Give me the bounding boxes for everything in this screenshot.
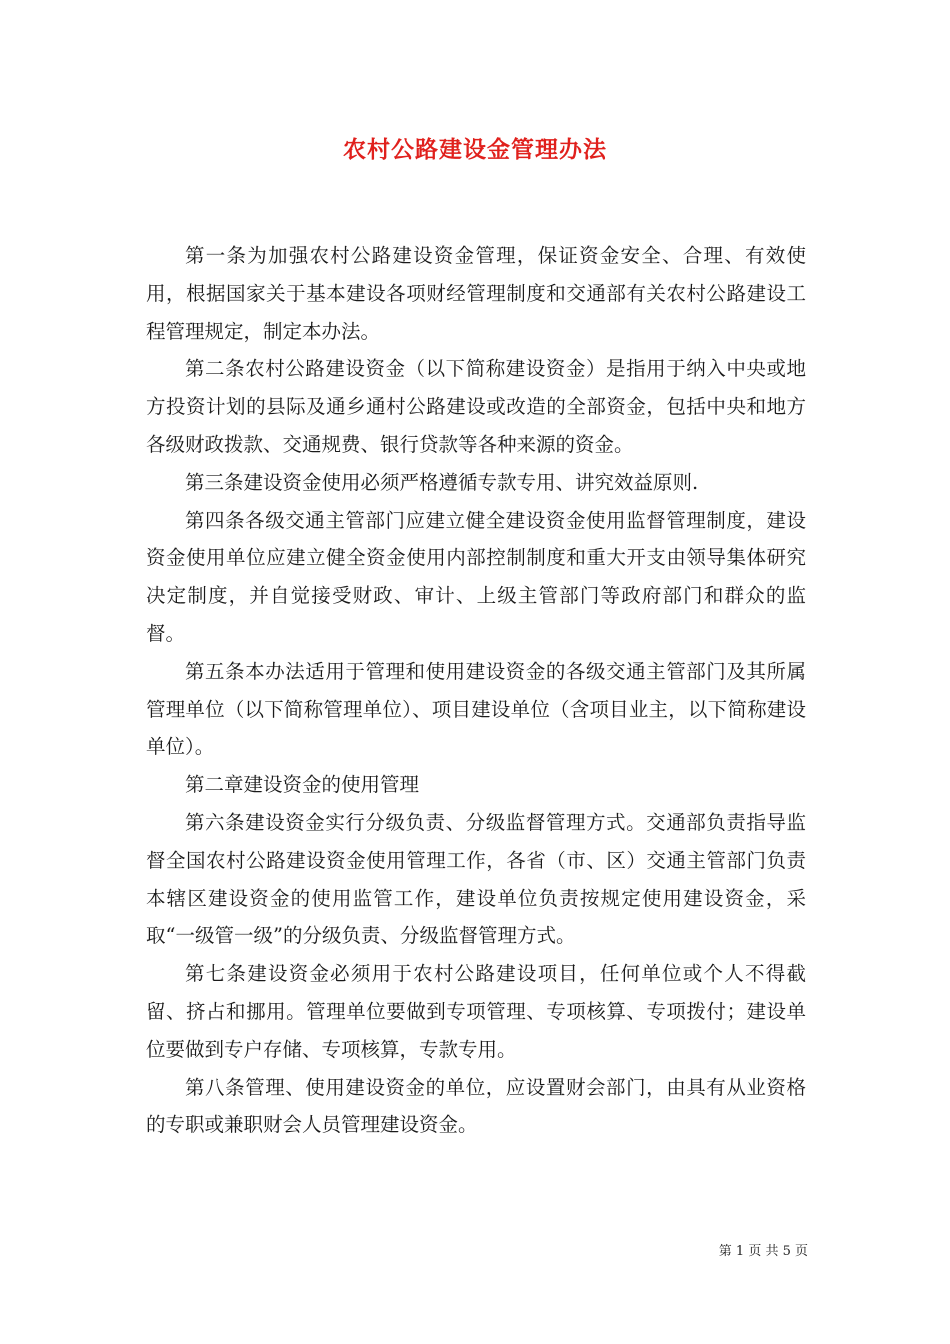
document-body: [146, 237, 806, 1144]
article-3-paragraph: 第三条建设资金使用必须严格遵循专款专用、讲究效益原则.: [185, 470, 699, 494]
chapter-2-heading: 第二章建设资金的使用管理: [185, 773, 420, 797]
document-title: 农村公路建设金管理办法: [343, 136, 607, 163]
article-4-paragraph: 第四条各级交通主管部门应建立健全建设资金使用监督管理制度，建设资金使用单位应建立健全资金使用内部控制制度和重大开支由领导集体研究决定制度，并自觉接受财政、审计、上级主管部门等政府部门和群众的监督。: [146, 508, 806, 645]
page-number-footer: 第 1 页 共 5 页: [718, 1244, 808, 1259]
article-6-paragraph: 第六条建设资金实行分级负责、分级监督管理方式。交通部负责指导监督全国农村公路建设资金使用管理工作，各省（市、区）交通主管部门负责本辖区建设资金的使用监管工作，建设单位负责按规定使用建设资金，采取“一级管一级”的分级负责、分级监督管理方式。: [146, 810, 806, 948]
article-8-paragraph: 第八条管理、使用建设资金的单位，应设置财会部门，由具有从业资格的专职或兼职财会人员管理建设资金。: [146, 1075, 806, 1137]
article-1-paragraph: 第一条为加强农村公路建设资金管理，保证资金安全、合理、有效使用，根据国家关于基本建设各项财经管理制度和交通部有关农村公路建设工程管理规定，制定本办法。: [146, 244, 806, 343]
article-7-paragraph: 第七条建设资金必须用于农村公路建设项目，任何单位或个人不得截留、挤占和挪用。管理单位要做到专项管理、专项核算、专项拨付；建设单位要做到专户存储、专项核算，专款专用。: [146, 962, 806, 1061]
article-2-paragraph: 第二条农村公路建设资金（以下简称建设资金）是指用于纳入中央或地方投资计划的县际及通乡通村公路建设或改造的全部资金，包括中央和地方各级财政拨款、交通规费、银行贷款等各种来源的资金。: [146, 357, 806, 456]
article-5-paragraph: 第五条本办法适用于管理和使用建设资金的各级交通主管部门及其所属管理单位（以下简称管理单位）、项目建设单位（含项目业主，以下简称建设单位）。: [146, 659, 806, 759]
